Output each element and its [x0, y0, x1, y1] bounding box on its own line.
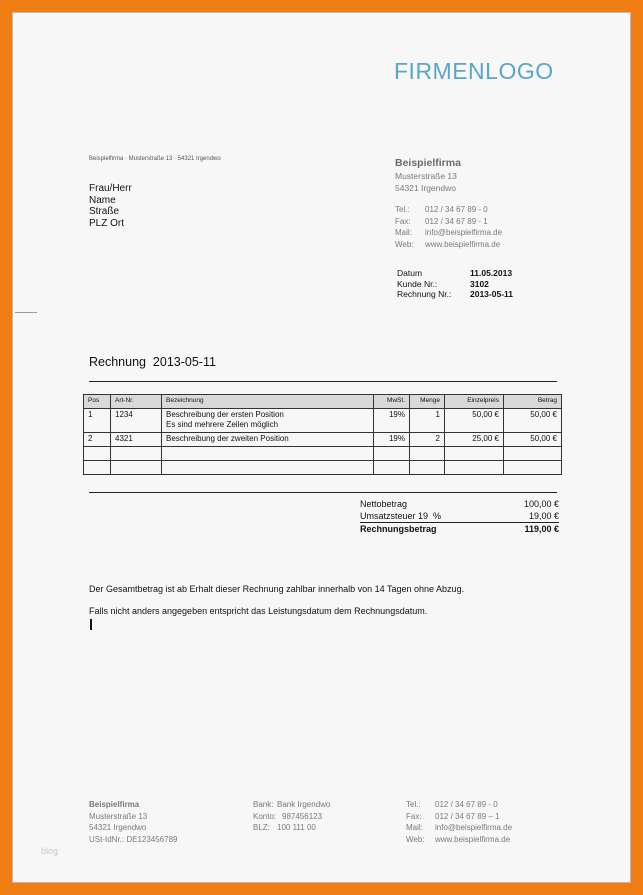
- footer-company: [89, 799, 178, 845]
- meta-date: [397, 268, 513, 279]
- recipient-line: Straße: [89, 206, 120, 217]
- table-row: [84, 408, 562, 432]
- cell-menge: 2: [410, 432, 445, 446]
- fold-mark: [15, 312, 37, 313]
- footer-bank-line: [253, 799, 330, 811]
- contact-label: Fax:: [395, 216, 411, 226]
- meta-label: Kunde Nr.:: [397, 278, 438, 289]
- company-logo: FIRMENLOGO: [394, 58, 554, 84]
- sum-row: [360, 522, 559, 535]
- header-menge: Menge: [410, 395, 445, 409]
- footer-label: Tel.:: [406, 800, 421, 809]
- desc-line: Es sind mehrere Zeilen möglich: [166, 420, 279, 429]
- footer-contact-line: [406, 834, 512, 846]
- footer-contact-line: [406, 811, 512, 823]
- table-row: [84, 432, 562, 446]
- meta-value: 11.05.2013: [470, 268, 513, 278]
- header-betrag: Betrag: [504, 395, 562, 409]
- invoice-page: [12, 12, 631, 883]
- header-einzelpreis: Einzelpreis: [445, 395, 504, 409]
- company-address: [395, 171, 457, 194]
- recipient-line: Name: [89, 194, 116, 206]
- contact-value: 012 / 34 67 89 - 0: [425, 205, 488, 214]
- meta-invoice-number: [397, 289, 513, 300]
- sum-label: Rechnungsbetrag: [360, 524, 437, 534]
- meta-label: Datum: [397, 268, 423, 278]
- company-street: Musterstraße 13: [395, 171, 457, 181]
- contact-phone: [395, 204, 502, 216]
- footer-contact-line: [406, 822, 512, 834]
- company-contact: [395, 204, 502, 250]
- invoice-title: Rechnung 2013-05-11: [89, 355, 216, 369]
- meta-customer: [397, 279, 513, 290]
- delivery-note: Falls nicht anders angegeben entspricht das Leistungsdatum dem Rechnungsdatum.: [89, 606, 428, 616]
- recipient-address: [89, 183, 132, 229]
- cell-art: 4321: [111, 432, 162, 446]
- footer-value: 012 / 34 67 89 – 1: [435, 811, 500, 821]
- contact-label: Mail:: [395, 228, 412, 237]
- footer-contact-line: [406, 799, 512, 811]
- cell-einzelpreis: 50,00 €: [445, 408, 504, 432]
- invoice-meta: [397, 268, 513, 300]
- meta-value: 2013-05-11: [470, 289, 514, 299]
- footer-bank-line: [253, 811, 330, 823]
- totals-block: [360, 498, 559, 535]
- contact-label: Tel.:: [395, 205, 410, 214]
- sum-value: 119,00 €: [524, 524, 559, 534]
- watermark: blog: [41, 846, 59, 856]
- cell-pos: 2: [84, 432, 111, 446]
- footer-value: 100 111 00: [277, 823, 316, 832]
- contact-value: info@beispielfirma.de: [425, 228, 503, 237]
- cell-mwst: 19%: [374, 408, 410, 432]
- footer-label: BLZ:: [253, 823, 270, 832]
- ust-label: Umsatzsteuer 19 %: [360, 511, 442, 521]
- items-table: [83, 394, 562, 475]
- contact-mail: [395, 227, 502, 239]
- cell-desc: Beschreibung der zweiten Position: [162, 432, 374, 446]
- sender-return-line: Beispielfirma · Musterstraße 13 · 54321 Irgendwo: [89, 156, 221, 162]
- footer-value: 012 / 34 67 89 - 0: [435, 800, 498, 809]
- meta-label: Rechnung Nr.:: [397, 289, 452, 299]
- cell-art: 1234: [111, 408, 162, 432]
- cell-pos: 1: [84, 408, 111, 432]
- ust-row: [360, 510, 559, 522]
- cell-desc: [162, 408, 374, 432]
- cell-einzelpreis: 25,00 €: [445, 432, 504, 446]
- table-bottom-rule: [89, 492, 557, 493]
- contact-web: [395, 239, 502, 251]
- header-pos: Pos: [84, 395, 111, 409]
- ust-value: 19,00 €: [528, 511, 559, 521]
- footer-company-name: Beispielfirma: [89, 800, 140, 809]
- footer-contact: [406, 799, 512, 845]
- table-header-row: [84, 395, 562, 409]
- table-row-empty: [84, 460, 562, 474]
- footer-label: Web:: [406, 834, 425, 844]
- payment-note: Der Gesamtbetrag ist ab Erhalt dieser Rechnung zahlbar innerhalb von 14 Tagen ohne Abzug.: [89, 584, 465, 594]
- title-rule: [89, 381, 557, 382]
- footer-street: Musterstraße 13: [89, 811, 148, 821]
- header-mwst: MwSt.: [374, 395, 410, 409]
- recipient-line: Frau/Herr: [89, 183, 132, 194]
- footer-label: Konto:: [253, 811, 277, 821]
- footer-value: info@beispielfirma.de: [435, 823, 513, 832]
- contact-fax: [395, 216, 502, 228]
- footer-vat-id: USt-IdNr.: DE123456789: [89, 834, 178, 844]
- text-cursor: [90, 619, 92, 630]
- footer-bank-line: [253, 822, 330, 834]
- netto-row: [360, 498, 559, 510]
- header-bezeichnung: Bezeichnung: [162, 395, 374, 409]
- netto-value: 100,00 €: [523, 499, 559, 509]
- footer-city: 54321 Irgendwo: [89, 823, 147, 832]
- footer-value: Bank Irgendwo: [277, 800, 331, 809]
- meta-value: 3102: [470, 278, 489, 289]
- contact-value: www.beispielfirma.de: [425, 239, 501, 249]
- footer-label: Fax:: [406, 811, 422, 821]
- recipient-line: PLZ Ort: [89, 217, 125, 229]
- company-city: 54321 Irgendwo: [395, 182, 456, 193]
- cell-menge: 1: [410, 408, 445, 432]
- netto-label: Nettobetrag: [360, 499, 408, 509]
- cell-mwst: 19%: [374, 432, 410, 446]
- footer-label: Bank:: [253, 800, 274, 809]
- footer-bank: [253, 799, 330, 834]
- footer-label: Mail:: [406, 823, 423, 832]
- contact-label: Web:: [395, 239, 414, 249]
- header-art-nr: Art-Nr.: [111, 395, 162, 409]
- footer-value: www.beispielfirma.de: [435, 834, 511, 844]
- footer-value: 987456123: [282, 811, 323, 821]
- company-name: Beispielfirma: [395, 157, 461, 169]
- table-row-empty: [84, 446, 562, 460]
- contact-value: 012 / 34 67 89 - 1: [425, 216, 488, 226]
- cell-betrag: 50,00 €: [504, 408, 562, 432]
- desc-line: Beschreibung der ersten Position: [166, 409, 284, 419]
- cell-betrag: 50,00 €: [504, 432, 562, 446]
